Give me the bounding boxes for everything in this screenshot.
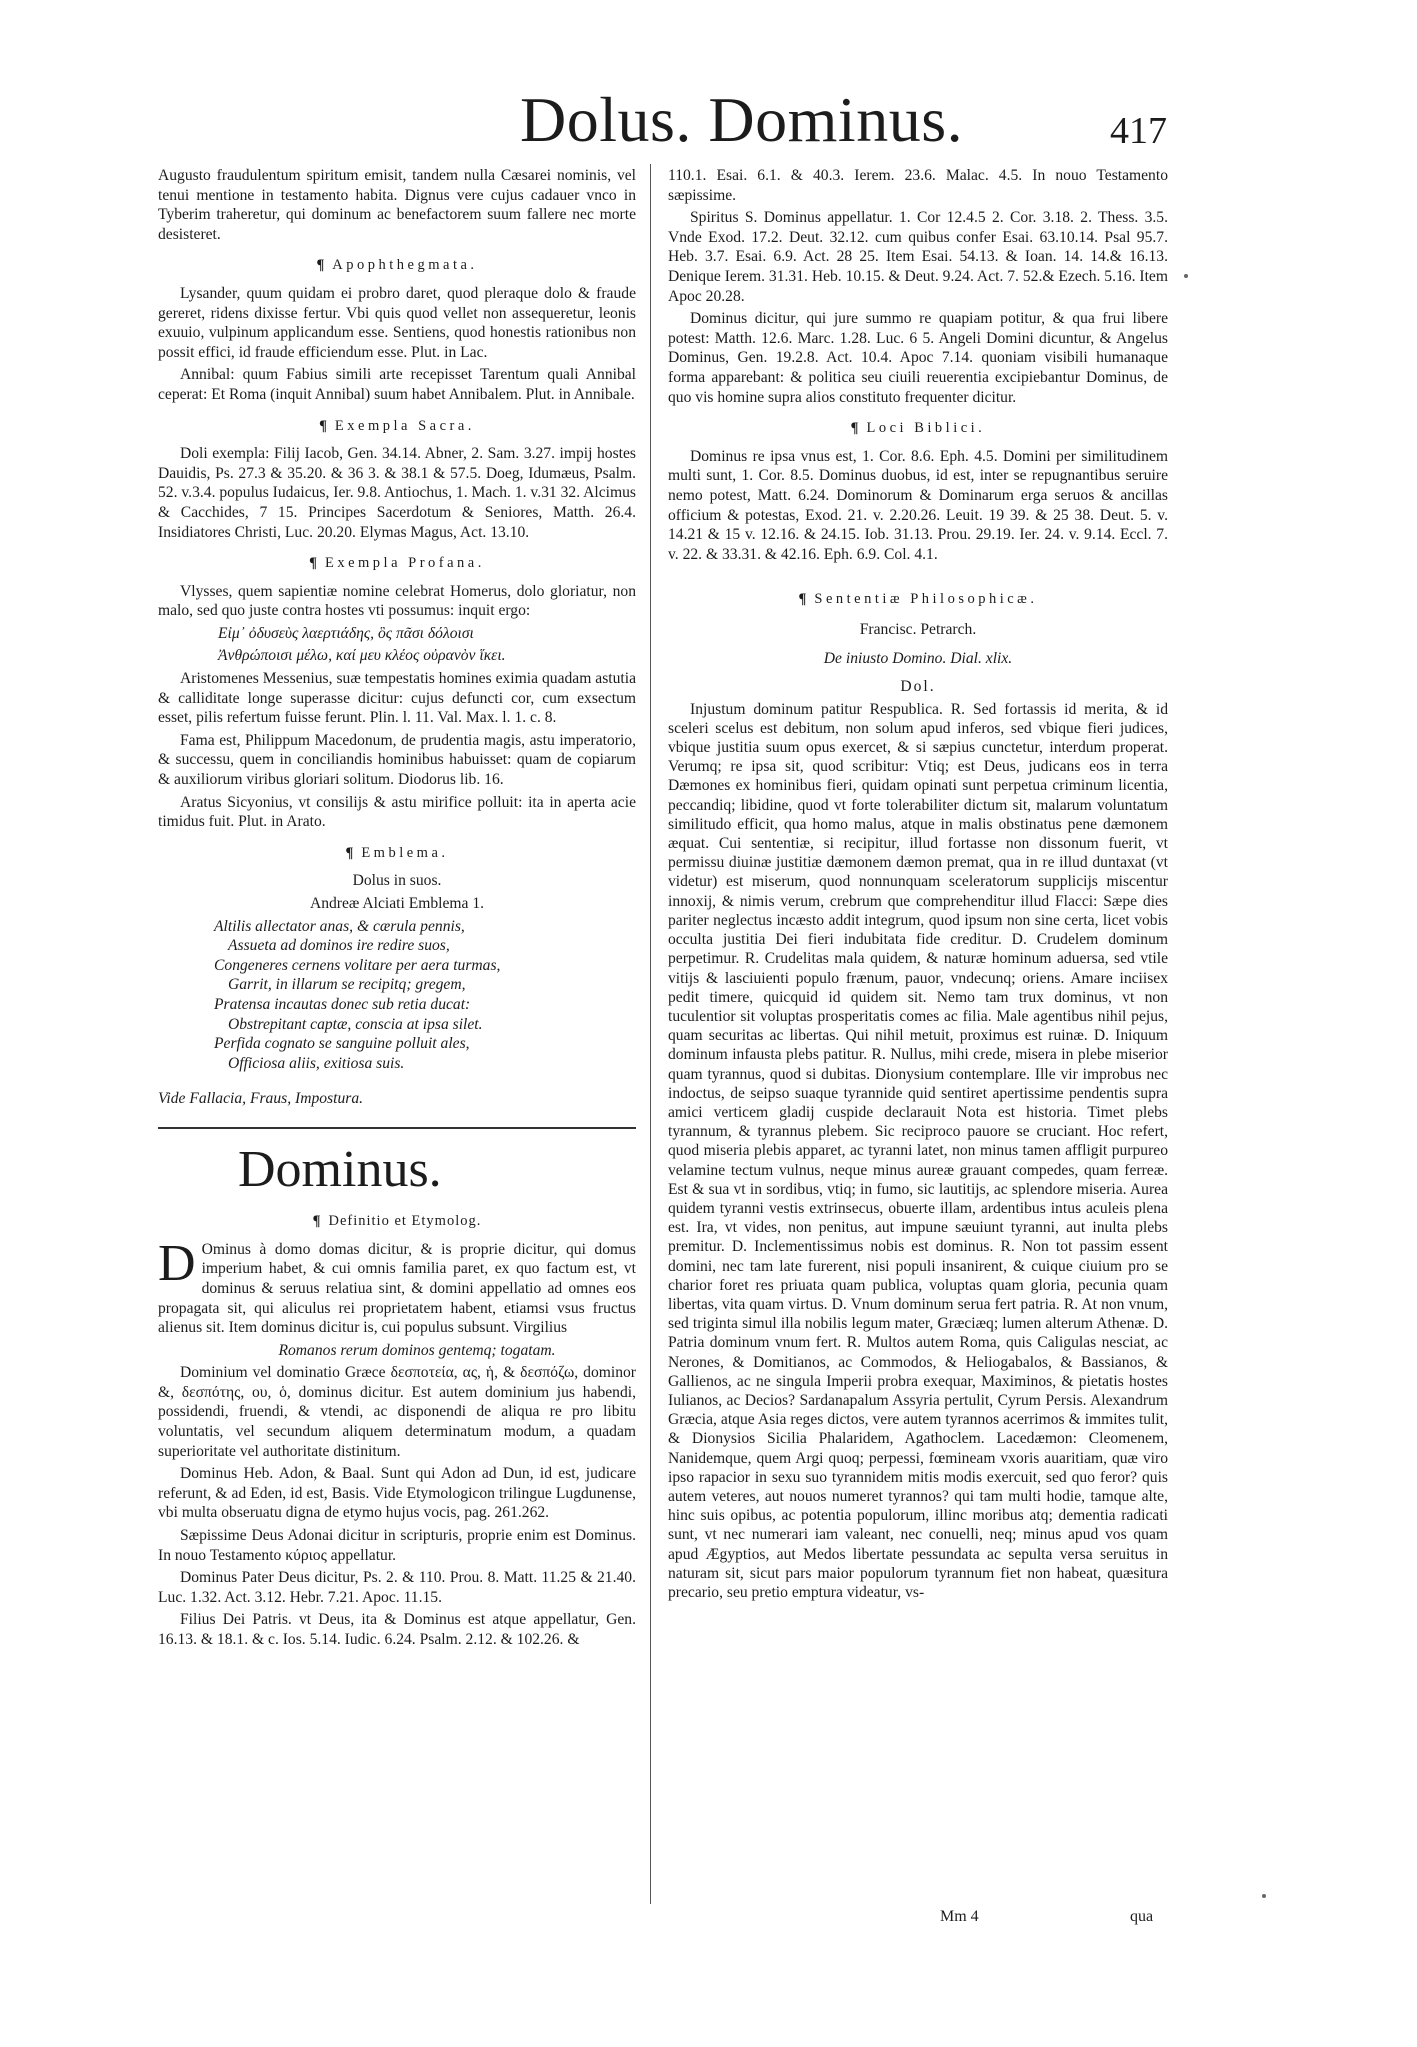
- pilcrow-icon: ¶: [309, 555, 317, 572]
- dominus-hebrew: Dominus Heb. Adon, & Baal. Sunt qui Adon ad Dun, id est, judicare referunt, & ad Eden, id est, Basis. Vide Etymologicon trilingue Lugdunense, vbi multa obseruatu digna de etymo hujus vocis, pag. 261.262.: [158, 1465, 636, 1522]
- greek-verse-1: Εἰμ᾽ ὀδυσεὺς λαερτιάδης, ὃς πᾶσι δόλοισι: [218, 624, 474, 642]
- pilcrow-icon: ¶: [316, 257, 325, 274]
- emblema-line: Perfida cognato se sanguine polluit ales,: [214, 1035, 470, 1053]
- pilcrow-icon: ¶: [312, 1213, 321, 1230]
- section-head-emblema: ¶ Emblema.: [345, 844, 449, 861]
- emblema-verses: [214, 917, 636, 1074]
- margin-dot: [1262, 1894, 1266, 1898]
- cross-reference: Vide Fallacia, Fraus, Impostura.: [158, 1090, 364, 1108]
- exempla-profana-aristomenes: Aristomenes Messenius, suæ tempestatis homines eximia quadam astutia & calliditate longe superasse dicitur: cujus defuncti cor, cum exsectum esset, pilis refertum fuisse ferunt. Plin. l. 11. Val. Max. l. 1. c. 8.: [158, 670, 636, 727]
- exempla-profana-ulysses: Vlysses, quem sapientiæ nomine celebrat Homerus, dolo gloriatur, non malo, sed quo juste contra hostes vti possumus: inquit ergo:: [158, 582, 636, 620]
- exempla-profana-aratus: Aratus Sicyonius, vt consilijs & astu mirifice polluit: ita in aperta acie timidus fuit. Plut. in Arato.: [158, 793, 636, 831]
- emblema-subtitle: Andreæ Alciati Emblema 1.: [309, 895, 485, 912]
- dominium-greek: Dominium vel dominatio Græce δεσποτεία, ας, ἡ, & δεσπόζω, dominor &, δεσπότης, ου, ὁ, dominus dicitur. Est autem dominium jus habendi, possidendi, fruendi, & vtendi, ac disponendi de aliqua re pro libitu voluntatis, vel secundum aliquem determinatum modum, a quadam superioritate vel authoritate distinitum.: [158, 1364, 636, 1460]
- signature-mark: Mm 4: [940, 1908, 979, 1925]
- emblema-line: Congeneres cernens volitare per aera turmas,: [214, 956, 501, 974]
- margin-dot: [1184, 274, 1188, 278]
- continuation-text: 110.1. Esai. 6.1. & 40.3. Ierem. 23.6. Malac. 4.5. In nouo Testamento sæpissime.: [668, 167, 1168, 204]
- catchword: qua: [1130, 1908, 1154, 1925]
- section-head-sententiae: ¶ Sententiæ Philosophicæ.: [798, 591, 1038, 608]
- definitio-text: D Ominus à domo domas dicitur, & is proprie dicitur, qui domus imperium habet, & cui omnis familia paret, ex quo factum est, vt dominus & seruus relatiua sint, & domini appellatio ad omnes eos propagata sit, qui aliculus rei proprietatem habent, etiamsi vsus fructus alienus sit. Item dominus dicitur is, cui populus subsunt. Virgilius: [158, 1234, 636, 1337]
- emblema-line: Pratensa incautas donec sub retia ducat:: [214, 995, 471, 1013]
- exempla-profana-philippus: Fama est, Philippum Macedonum, de prudentia magis, astu imperatorio, & successu, quem in conciliandis hominibus habuisset: quam de copiarum & auxiliorum viribus gloriari solitum. Diodorus lib. 16.: [158, 731, 636, 789]
- pilcrow-icon: ¶: [319, 417, 327, 434]
- section-head-loci-biblici: ¶ Loci Biblici.: [850, 420, 986, 437]
- apophthegm-lysander: Lysander, quum quidam ei probro daret, quod pleraque dolo & fraude gereret, ridens dixisse fertur. Vbi quis quod vellet non assequeretur, leonis exuuio, vulpinum applicandum esse. Sentiens, quod honestis rationibus non possit effici, id fraude efficiendum esse. Plut. in Lac.: [158, 284, 636, 361]
- section-divider: [158, 1127, 636, 1129]
- running-head: Dolus. Dominus.: [520, 84, 964, 155]
- speaker-label: Dol.: [900, 678, 936, 696]
- column-rule: [650, 164, 651, 1904]
- page-number: 417: [1110, 110, 1167, 152]
- emblema-line: Altilis allectator anas, & cærula pennis,: [214, 917, 465, 935]
- section-head-exempla-sacra: ¶ Exempla Sacra.: [319, 417, 475, 434]
- exempla-sacra-text: Doli exempla: Filij Iacob, Gen. 34.14. Abner, 2. Sam. 3.27. impij hostes Dauidis, Ps. 27.3 & 35.20. & 36 3. & 38.1 & 57.5. Doeg, Idumæus, Psalm. 52. v.3.4. populus Iudaicus, Ier. 9.8. Antiochus, 1. Mach. 1. v.31 32. Alcimus & Cacchides, 7 15. Principes Sacerdotum & Seniores, Matth. 26.4. Insidiatores Christi, Luc. 20.20. Elymas Magus, Act. 13.10.: [158, 445, 636, 541]
- dominus-pater: Dominus Pater Deus dicitur, Ps. 2. & 110. Prou. 8. Matt. 11.25 & 21.40. Luc. 1.32. Act. 3.12. Hebr. 7.21. Apoc. 11.15.: [158, 1569, 636, 1606]
- section-head-apophthegmata: ¶ Apophthegmata.: [316, 257, 478, 274]
- pilcrow-icon: ¶: [345, 844, 354, 861]
- left-column: [158, 166, 636, 1653]
- dolus-intro: Augusto fraudulentum spiritum emisit, tandem nulla Cæsarei nominis, vel tenui mentione in testamento habita. Dignus vere cujus cadauer vnco in Tyberim traheretur, qui dominum ac benefactorem suum fallere nec morte desisteret.: [158, 167, 636, 243]
- dominus-dicitur: Dominus dicitur, qui jure summo re quapiam potitur, & qua frui libere potest: Matth. 12.6. Marc. 1.28. Luc. 6 5. Angeli Domini dicuntur, & Angelus Dominus, Gen. 19.2.8. Act. 10.4. Apoc 7.14. quoniam visibili humanaque forma apparebant: & politica seu ciuili reuerentia excipiebantur Dominus, de quo vis homine supra alios constituto frequenter dicitur.: [668, 310, 1168, 406]
- virgil-verse: Romanos rerum dominos gentemq; togatam.: [278, 1341, 556, 1359]
- emblema-title: Dolus in suos.: [352, 872, 442, 890]
- emblema-line: Garrit, in illarum se recipitq; gregem,: [228, 976, 466, 994]
- emblema-line: Obstrepitant captæ, conscia at ipsa silet.: [228, 1015, 483, 1033]
- filius-dei: Filius Dei Patris. vt Deus, ita & Dominus est atque appellatur, Gen. 16.13. & 18.1. & c. Ios. 5.14. Iudic. 6.24. Psalm. 2.12. & 102.26. &: [158, 1611, 636, 1648]
- author-name: Francisc. Petrarch.: [859, 620, 977, 638]
- pilcrow-icon: ¶: [798, 591, 807, 608]
- spiritus-sanctus: Spiritus S. Dominus appellatur. 1. Cor 12.4.5 2. Cor. 3.18. 2. Thess. 3.5. Vnde Exod. 17.2. Deut. 32.12. cum quibus confer Esai. 63.10.14. Psal 95.7. Heb. 3.7. Esai. 6.9. Act. 28 25. Item Esai. 54.13. & Ioan. 14. 14.& 16.13. Denique Ierem. 31.31. Heb. 10.15. & Deut. 9.24. Act. 7. 52.& Ezech. 5.16. Item Apoc 20.28.: [668, 209, 1168, 305]
- dialog-title: De iniusto Domino. Dial. xlix.: [823, 650, 1013, 668]
- section-head-definitio: ¶ Definitio et Etymolog.: [312, 1213, 482, 1230]
- dominus-heading: Dominus.: [238, 1140, 442, 1198]
- section-head-exempla-profana: ¶ Exempla Profana.: [309, 555, 485, 572]
- emblema-line: Officiosa aliis, exitiosa suis.: [228, 1054, 405, 1072]
- deus-adonai: Sæpissime Deus Adonai dicitur in scripturis, proprie enim est Dominus. In nouo Testamento κύριος appellatur.: [158, 1527, 636, 1564]
- pilcrow-icon: ¶: [850, 420, 859, 437]
- right-column: [668, 166, 1168, 1605]
- drop-cap: D: [158, 1234, 196, 1292]
- greek-verse-2: Ἀνθρώποισι μέλω, καί μευ κλέος οὐρανὸν ἵκει.: [218, 647, 506, 665]
- dialog-body: Injustum dominum patitur Respublica. R. Sed fortassis id merita, & id sceleri scelus est debitum, non solum apud inferos, sed vbique fieri judices, vbique justitia suum opus exercet, & si sæpius cunctetur, interdum properat. Verumq; re ipsa sit, quod scribitur: Vtiq; est Deus, judicans eos in terra Dæmones ex hominibus fieri, quidam opinati sunt perpetua criminum licentia, peccandiq; libidine, quod vt forte tolerabiliter dictum sit, malarum voluntatum similitudo efficit, qua homo malus, atque in malis obstinatus pene dæmonem æquat. Cui sententiæ, si recipitur, illud fortasse non dissonum fuerit, vt permissu diuinæ justitiæ dæmonem dæmon premat, qua in re illud duntaxat (vt videtur) est miserum, quod nonnunquam sceleratorum supplicijs miscentur innoxij, & nimis verum, crebrum que comprehenditur illud Flacci: Sæpe dies pariter neglectus incæsto addit integrum, quod ipsum non sine certa, licet vobis occulta justitia Dei fieri indubitata fide creditur. D. Crudelem dominum perpetimur. R. Crudelitas mala quidem, & naturæ hominum aduersa, sed vtile vitijs & lasciuienti populo frænum, pauor, vndecunq; oriens. Amare inciisex pedit timere, quicquid id quidem sit. Nemo tam trux dominus, vt non tuculentior sit voluptas prosperitatis comes ac filia. Male agentibus nihil pejus, quam securitas ac libertas. Qui nihil metuit, proximus est ruinæ. D. Iniquum dominum infausta plebs patitur. R. Nullus, mihi crede, misera in plebe miserior quam tyrannus, quod si dubitas. Dionysium contemplare. Ille vir improbus nec indoctus, de seipso suaque tyrannide quid sentiret apertissime pendentis supra amici verticem gladij cuspide declarauit Nota est historia. Timet plebs tyrannum, & tyrannus plebem. Sic reciproco pauore se cruciant. Hoc refert, quod miseria plebis apparet, ac tyranni latet, non minus tamen affligit purpureo velamine tectum vulnus, neque minus aureæ grauant compedes, quam ferreæ. Est & sua vt in sordibus, vtiq; in fumo, sic lautitijs, ac splendore miseria. Aurea quidem tyranni vestis extrinsecus, obuerte illam, ardentibus intus aculeis plena est. Ira, vt vides, non penitus, aut impune sæuiunt tyranni, aut inulta plebs premitur. D. Inclementissimus nobis est dominus. R. Non tot passim essent domini, nec tam late furerent, nisi populi insanirent, & cuique ciuium pro se charior foret res priuata quam publica, voluptas quam gloria, pecunia quam libertas, vita quam virtus. D. Vnum dominum serua fert patria. R. At non vnum, sed triginta simul illa nobilis legum mater, Græciæq; lumen alterum Athenæ. D. Patria dominum vnum fert. R. Multos autem Roma, quis Caligulas nesciat, ac Nerones, & Domitianos, ac Commodos, & Heliogabalos, & Bassianos, & Gallienos, ac ne singula Imperii probra exequar, Maximinos, & pietatis hostes Iulianos, ac Decios? Sardanapalum Assyria pertulit, Cyrum Persis. Alexandrum Græcia, atque Asia reges dictos, vere autem tyrannos acerrimos & immites tulit, & Dionysios Sicilia Phalaridem, Agathoclem. Lacedæmon: Cleomenem, Nanidemque, quem Argi quoq; perpessi, fœmineam vxoris auaritiam, quæ viro ipso rapacior in sexu suo tyrannidem mitis modis exercuit, sed quo feror? quis autem veteres, aut nouos numeret tyrannos? qui tam multi hodie, tamque alte, hinc suis opibus, ac potentia populorum, illinc moribus atq; dementia radicati sunt, vt nec numerari iam valeant, nec conuelli, neq; minus apud vos quam apud Ægyptios, aut Medos libertate pessundata ac sepulta versa seruitus in naturam sit, sicut pars maior populorum tyrannum fiet non habeat, quæsitura precario, seu pretio emptura videatur, vs-: [668, 700, 1168, 1601]
- apophthegm-annibal: Annibal: quum Fabius simili arte recepisset Tarentum quali Annibal ceperat: Et Roma (inquit Annibal) suum habet Annibalem. Plut. in Annibale.: [158, 366, 636, 403]
- emblema-line: Assueta ad dominos ire redire suos,: [228, 937, 450, 955]
- loci-biblici-text: Dominus re ipsa vnus est, 1. Cor. 8.6. Eph. 4.5. Domini per similitudinem multi sunt, 1. Cor. 8.5. Dominus duobus, id est, inter se repugnantibus seruire nemo potest, Matt. 6.24. Dominorum & Dominarum erga seruos & ancillas officium & potestas, Exod. 21. v. 2.20.26. Leuit. 19 39. & 25 38. Deut. 5. v. 14.21 & 15 v. 12.16. & 24.15. Iob. 31.13. Prou. 29.19. Ier. 24. v. 9.14. Eccl. 7. v. 22. & 33.31. & 42.16. Eph. 6.9. Col. 4.1.: [668, 447, 1168, 563]
